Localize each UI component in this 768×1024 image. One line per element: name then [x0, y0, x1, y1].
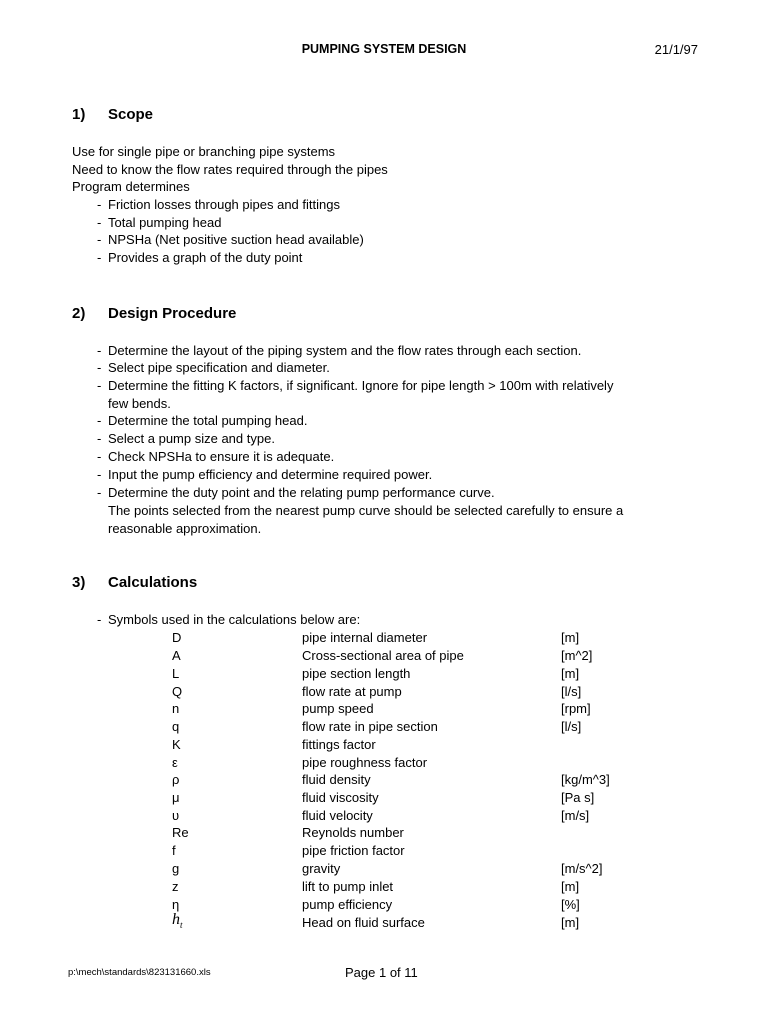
symbol: Re — [172, 825, 189, 840]
symbol-unit: [l/s] — [561, 719, 582, 734]
bullet-dash: - — [97, 467, 102, 482]
symbol-description: Reynolds number — [302, 825, 404, 840]
symbol: z — [172, 879, 179, 894]
symbol-description: fittings factor — [302, 737, 376, 752]
symbol: L — [172, 666, 180, 681]
symbol-unit: [kg/m^3] — [561, 772, 610, 787]
symbol-unit: [m] — [561, 915, 580, 930]
document-date: 21/1/97 — [654, 42, 698, 57]
symbol-description: pipe section length — [302, 666, 411, 681]
scope-line: Use for single pipe or branching pipe systems — [72, 144, 336, 159]
symbol: μ — [172, 790, 180, 805]
design-continuation: The points selected from the nearest pump curve should be selected carefully to ensure a — [108, 503, 624, 518]
design-bullet: Select a pump size and type. — [108, 431, 275, 446]
design-continuation: reasonable approximation. — [108, 521, 262, 536]
scope-bullet: NPSHa (Net positive suction head available) — [108, 232, 364, 247]
section-2-title: Design Procedure — [108, 305, 237, 322]
scope-bullet: Friction losses through pipes and fittings — [108, 197, 340, 212]
symbol-description: pipe roughness factor — [302, 755, 428, 770]
symbol-subscript: t — [180, 920, 183, 931]
symbol: K — [172, 737, 181, 752]
symbol: n — [172, 701, 180, 716]
scope-bullet: Total pumping head — [108, 215, 222, 230]
bullet-dash: - — [97, 612, 102, 627]
symbol-unit: [rpm] — [561, 701, 591, 716]
section-2-number: 2) — [72, 305, 86, 322]
symbol-description: fluid viscosity — [302, 790, 379, 805]
section-1-title: Scope — [108, 106, 154, 123]
bullet-dash: - — [97, 250, 102, 265]
symbol-description: fluid velocity — [302, 808, 373, 823]
symbol-description: fluid density — [302, 772, 371, 787]
section-3-number: 3) — [72, 574, 86, 591]
symbol-description: flow rate at pump — [302, 684, 402, 699]
bullet-dash: - — [97, 215, 102, 230]
symbol-main: h — [172, 911, 180, 928]
symbols-intro: Symbols used in the calculations below are: — [108, 612, 361, 627]
scope-line: Need to know the flow rates required through the pipes — [72, 162, 388, 177]
symbol-unit: [m^2] — [561, 648, 593, 663]
file-path: p:\mech\standards\823131660.xls — [68, 967, 211, 978]
page-number: Page 1 of 11 — [345, 965, 418, 980]
bullet-dash: - — [97, 343, 102, 358]
symbol-description: pipe internal diameter — [302, 630, 428, 645]
symbol: ε — [172, 755, 178, 770]
bullet-dash: - — [97, 232, 102, 247]
design-bullet: Determine the duty point and the relating pump performance curve. — [108, 485, 495, 500]
section-1-number: 1) — [72, 106, 86, 123]
bullet-dash: - — [97, 360, 102, 375]
symbol-description: Cross-sectional area of pipe — [302, 648, 464, 663]
page-title: PUMPING SYSTEM DESIGN — [301, 42, 467, 56]
symbol-description: pump efficiency — [302, 897, 393, 912]
bullet-dash: - — [97, 378, 102, 393]
symbol: q — [172, 719, 180, 734]
symbol-unit: [m] — [561, 630, 580, 645]
scope-line: Program determines — [72, 179, 190, 194]
symbol-description: pipe friction factor — [302, 843, 405, 858]
design-bullet: Determine the layout of the piping system and the flow rates through each section. — [108, 343, 582, 358]
symbol: g — [172, 861, 180, 876]
bullet-dash: - — [97, 431, 102, 446]
symbol-description: gravity — [302, 861, 341, 876]
bullet-dash: - — [97, 197, 102, 212]
symbol: A — [172, 648, 181, 663]
design-bullet: Determine the total pumping head. — [108, 413, 308, 428]
design-bullet: Select pipe specification and diameter. — [108, 360, 330, 375]
symbol-unit: [Pa s] — [561, 790, 595, 805]
symbol — [172, 911, 183, 930]
bullet-dash: - — [97, 413, 102, 428]
symbol-unit: [m] — [561, 666, 580, 681]
symbol-description: flow rate in pipe section — [302, 719, 438, 734]
symbol: υ — [172, 808, 180, 823]
symbol: Q — [172, 684, 183, 699]
design-bullet: Check NPSHa to ensure it is adequate. — [108, 449, 335, 464]
design-bullet: Determine the fitting K factors, if significant. Ignore for pipe length > 100m with relatively — [108, 378, 614, 393]
symbol-description: lift to pump inlet — [302, 879, 394, 894]
section-3-title: Calculations — [108, 574, 198, 591]
symbol: D — [172, 630, 182, 645]
symbol-description: Head on fluid surface — [302, 915, 425, 930]
symbol-unit: [l/s] — [561, 684, 582, 699]
symbol-unit: [m] — [561, 879, 580, 894]
symbol-unit: [m/s^2] — [561, 861, 603, 876]
design-bullet: Input the pump efficiency and determine required power. — [108, 467, 433, 482]
symbol-description: pump speed — [302, 701, 374, 716]
bullet-dash: - — [97, 449, 102, 464]
symbol: f — [172, 843, 176, 858]
bullet-dash: - — [97, 485, 102, 500]
symbol: ρ — [172, 772, 180, 787]
symbol-unit: [m/s] — [561, 808, 590, 823]
symbol: η — [172, 897, 180, 912]
symbol-unit: [%] — [561, 897, 580, 912]
design-continuation: few bends. — [108, 396, 171, 411]
scope-bullet: Provides a graph of the duty point — [108, 250, 303, 265]
